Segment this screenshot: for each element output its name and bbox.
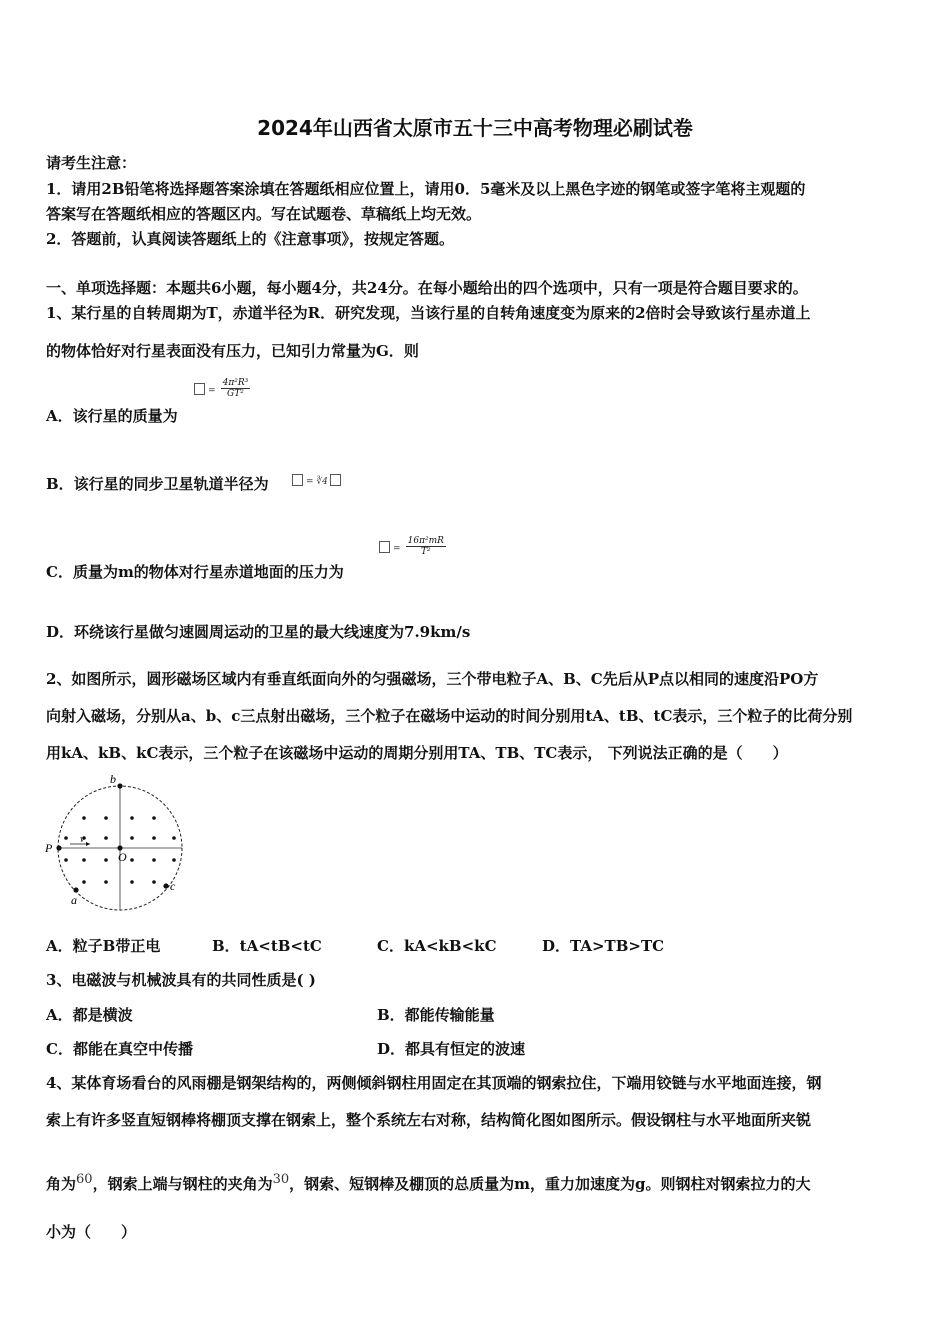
q4-stem-line-3: 角为60，钢索上端与钢柱的夹角为30，钢索、短钢棒及棚顶的总质量为m，重力加速度为g。则钢柱对钢索拉力的大 <box>46 1172 811 1193</box>
magnetic-field-diagram <box>40 772 200 922</box>
q2-stem-line-3: 用kA、kB、kC表示，三个粒子在该磁场中运动的周期分别用TA、TB、TC表示， 下列说法正确的是（ ） <box>46 744 788 762</box>
label-c: c <box>170 879 176 893</box>
q1-option-c[interactable]: C．质量为m的物体对行星赤道地面的压力为 <box>46 563 344 581</box>
formula-placeholder-icon <box>292 474 303 486</box>
q1-option-b[interactable]: B．该行星的同步卫星轨道半径为 <box>46 475 269 493</box>
q1-option-d[interactable]: D．环绕该行星做匀速圆周运动的卫星的最大线速度为7.9km/s <box>46 623 471 641</box>
exit-point-a <box>73 887 78 892</box>
formula-placeholder-icon <box>379 541 390 553</box>
q3-stem: 3、电磁波与机械波具有的共同性质是( ) <box>46 971 316 989</box>
section-heading: 一、单项选择题：本题共6小题，每小题4分，共24分。在每小题给出的四个选项中，只有一项是符合题目要求的。 <box>46 279 808 297</box>
arrow-head-icon <box>86 842 90 846</box>
exit-point-c <box>163 883 168 888</box>
q4-stem-line-1: 4、某体育场看台的风雨棚是钢架结构的，两侧倾斜钢柱用固定在其顶端的钢索拉住，下端用铰链与水平地面连接，钢 <box>46 1074 822 1092</box>
q3-option-d[interactable]: D．都具有恒定的波速 <box>377 1040 526 1058</box>
q1-option-a[interactable]: A．该行星的质量为 <box>46 407 178 425</box>
q1-stem-line-1: 1、某行星的自转周期为T，赤道半径为R．研究发现，当该行星的自转角速度变为原来的2倍时会导致该行星赤道上 <box>46 304 811 322</box>
q1-stem-line-2: 的物体恰好对行星表面没有压力，已知引力常量为G．则 <box>46 342 419 360</box>
label-b: b <box>110 772 116 786</box>
notice-line-2: 答案写在答题纸相应的答题区内。写在试题卷、草稿纸上均无效。 <box>46 205 482 223</box>
q2-stem-line-2: 向射入磁场，分别从a、b、c三点射出磁场，三个粒子在磁场中运动的时间分别用tA、tB、tC表示，三个粒子的比荷分别 <box>46 707 853 725</box>
angle-60: 60 <box>76 1172 93 1187</box>
q2-option-c[interactable]: C．kA<kB<kC <box>377 937 497 955</box>
q1-option-b-formula: = ∛4 <box>292 469 344 488</box>
label-v: v <box>80 834 85 845</box>
q3-option-c[interactable]: C．都能在真空中传播 <box>46 1040 193 1058</box>
label-o: O <box>118 850 127 864</box>
notice-line-1: 1．请用2B铅笔将选择题答案涂填在答题纸相应位置上，请用0．5毫米及以上黑色字迹的钢笔或签字笔将主观题的 <box>46 180 806 198</box>
entry-point-p <box>56 845 61 850</box>
q1-option-a-formula: = $\frac{\text{4π²R³}}{\text{GT²}}$ <box>194 378 250 399</box>
formula-placeholder-icon <box>194 383 205 395</box>
q3-option-a[interactable]: A．都是横波 <box>46 1006 133 1024</box>
q2-option-a[interactable]: A．粒子B带正电 <box>46 937 161 955</box>
exit-point-b <box>117 783 122 788</box>
q1-option-c-formula: = $\frac{\text{16π²mR}}{\text{T²}}$ <box>379 536 446 557</box>
q4-stem-line-4: 小为（ ） <box>46 1223 137 1241</box>
angle-30: 30 <box>272 1172 290 1187</box>
q4-stem-line-2: 索上有许多竖直短钢棒将棚顶支撑在钢索上，整个系统左右对称，结构简化图如图所示。假设钢柱与水平地面所夹锐 <box>46 1111 812 1129</box>
q3-option-b[interactable]: B．都能传输能量 <box>377 1006 495 1024</box>
notice-line-3: 2．答题前，认真阅读答题纸上的《注意事项》，按规定答题。 <box>46 230 454 248</box>
label-a: a <box>71 893 77 907</box>
q2-option-d[interactable]: D．TA>TB>TC <box>542 937 665 955</box>
notice-heading: 请考生注意： <box>46 154 137 172</box>
page-title: 2024年山西省太原市五十三中高考物理必刷试卷 <box>257 116 693 140</box>
label-p: P <box>45 841 53 855</box>
formula-placeholder-icon <box>330 474 341 486</box>
q2-stem-line-1: 2、如图所示，圆形磁场区域内有垂直纸面向外的匀强磁场，三个带电粒子A、B、C先后从P点以相同的速度沿PO方 <box>46 670 819 688</box>
q2-option-b[interactable]: B．tA<tB<tC <box>212 937 322 955</box>
